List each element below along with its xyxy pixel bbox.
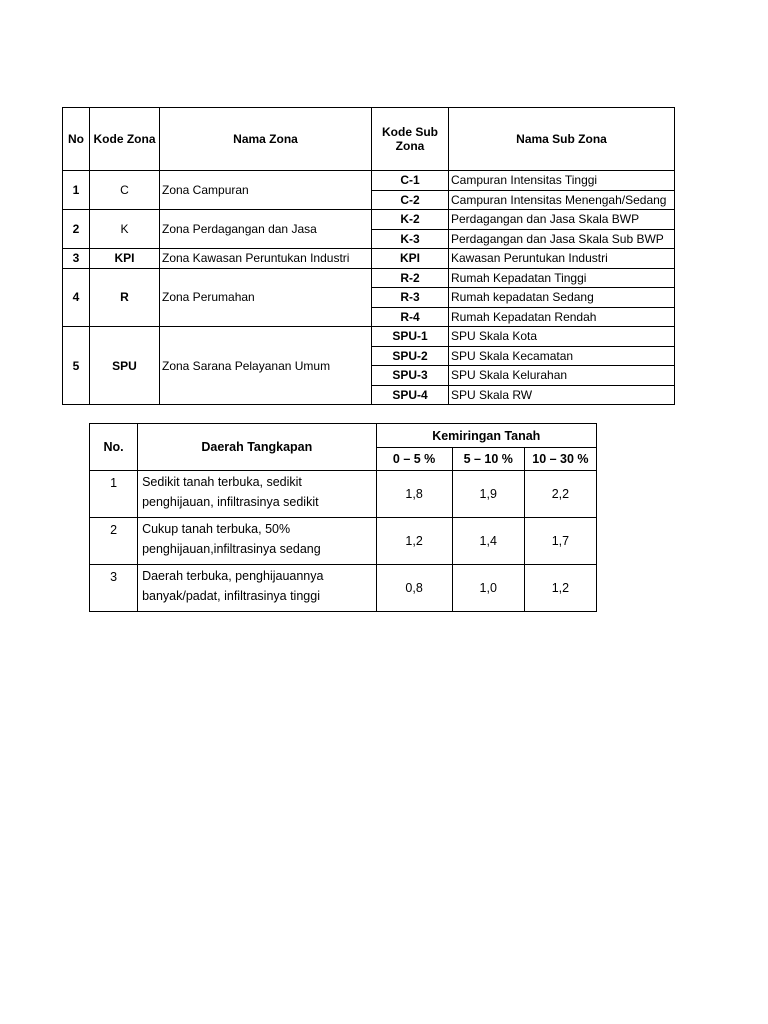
daerah-tangkapan-table <box>89 423 597 612</box>
table-row <box>63 210 675 230</box>
kode-sub-zona: R-2 <box>372 268 449 288</box>
table-row <box>90 471 597 518</box>
nama-sub-zona: SPU Skala Kota <box>449 327 675 347</box>
kode-sub-zona: KPI <box>372 249 449 269</box>
nama-sub-zona: Perdagangan dan Jasa Skala BWP <box>449 210 675 230</box>
koefisien-value: 0,8 <box>376 565 452 612</box>
koefisien-value: 1,8 <box>376 471 452 518</box>
nama-zona: Zona Perdagangan dan Jasa <box>160 210 372 249</box>
nama-sub-zona: Kawasan Peruntukan Industri <box>449 249 675 269</box>
zona-no: 3 <box>63 249 90 269</box>
kode-sub-zona: K-2 <box>372 210 449 230</box>
table-row <box>63 327 675 347</box>
header-nama-zona: Nama Zona <box>160 108 372 171</box>
row-no: 3 <box>90 565 138 612</box>
nama-sub-zona: Rumah kepadatan Sedang <box>449 288 675 308</box>
kode-sub-zona: SPU-3 <box>372 366 449 386</box>
zona-no: 4 <box>63 268 90 327</box>
kode-zona: R <box>90 268 160 327</box>
table-row <box>90 565 597 612</box>
kode-zona: K <box>90 210 160 249</box>
kode-sub-zona: SPU-1 <box>372 327 449 347</box>
daerah-tangkapan: Cukup tanah terbuka, 50% penghijauan,infiltrasinya sedang <box>138 518 376 565</box>
zona-no: 5 <box>63 327 90 405</box>
header-kode-zona: Kode Zona <box>90 108 160 171</box>
kode-sub-zona: C-2 <box>372 190 449 210</box>
nama-sub-zona: Campuran Intensitas Tinggi <box>449 171 675 191</box>
header-nama-sub-zona: Nama Sub Zona <box>449 108 675 171</box>
koefisien-value: 1,0 <box>452 565 524 612</box>
nama-sub-zona: Perdagangan dan Jasa Skala Sub BWP <box>449 229 675 249</box>
row-no: 1 <box>90 471 138 518</box>
header-range: 10 – 30 % <box>524 448 596 471</box>
header-range: 5 – 10 % <box>452 448 524 471</box>
koefisien-value: 1,2 <box>524 565 596 612</box>
kode-sub-zona: K-3 <box>372 229 449 249</box>
nama-zona: Zona Campuran <box>160 171 372 210</box>
header-kemiringan-tanah: Kemiringan Tanah <box>376 424 596 448</box>
nama-sub-zona: SPU Skala Kecamatan <box>449 346 675 366</box>
kode-sub-zona: R-4 <box>372 307 449 327</box>
nama-sub-zona: Rumah Kepadatan Tinggi <box>449 268 675 288</box>
header-kode-sub-zona: Kode Sub Zona <box>372 108 449 171</box>
table-row <box>63 249 675 269</box>
header-no: No <box>63 108 90 171</box>
koefisien-value: 1,7 <box>524 518 596 565</box>
nama-zona: Zona Perumahan <box>160 268 372 327</box>
zona-no: 2 <box>63 210 90 249</box>
koefisien-value: 1,2 <box>376 518 452 565</box>
table-row <box>63 171 675 191</box>
nama-sub-zona: SPU Skala RW <box>449 385 675 405</box>
table-row <box>90 518 597 565</box>
zona-table <box>62 107 675 405</box>
nama-zona: Zona Kawasan Peruntukan Industri <box>160 249 372 269</box>
nama-sub-zona: Campuran Intensitas Menengah/Sedang <box>449 190 675 210</box>
header-range: 0 – 5 % <box>376 448 452 471</box>
header-no: No. <box>90 424 138 471</box>
kode-zona: KPI <box>90 249 160 269</box>
tangkapan-header-row <box>90 424 597 448</box>
daerah-tangkapan: Daerah terbuka, penghijauannya banyak/padat, infiltrasinya tinggi <box>138 565 376 612</box>
koefisien-value: 2,2 <box>524 471 596 518</box>
koefisien-value: 1,4 <box>452 518 524 565</box>
nama-zona: Zona Sarana Pelayanan Umum <box>160 327 372 405</box>
kode-zona: C <box>90 171 160 210</box>
kode-sub-zona: R-3 <box>372 288 449 308</box>
zona-no: 1 <box>63 171 90 210</box>
kode-sub-zona: C-1 <box>372 171 449 191</box>
daerah-tangkapan: Sedikit tanah terbuka, sedikit penghijauan, infiltrasinya sedikit <box>138 471 376 518</box>
zona-header-row <box>63 108 675 171</box>
kode-zona: SPU <box>90 327 160 405</box>
header-daerah-tangkapan: Daerah Tangkapan <box>138 424 376 471</box>
row-no: 2 <box>90 518 138 565</box>
table-row <box>63 268 675 288</box>
kode-sub-zona: SPU-4 <box>372 385 449 405</box>
nama-sub-zona: Rumah Kepadatan Rendah <box>449 307 675 327</box>
koefisien-value: 1,9 <box>452 471 524 518</box>
nama-sub-zona: SPU Skala Kelurahan <box>449 366 675 386</box>
kode-sub-zona: SPU-2 <box>372 346 449 366</box>
